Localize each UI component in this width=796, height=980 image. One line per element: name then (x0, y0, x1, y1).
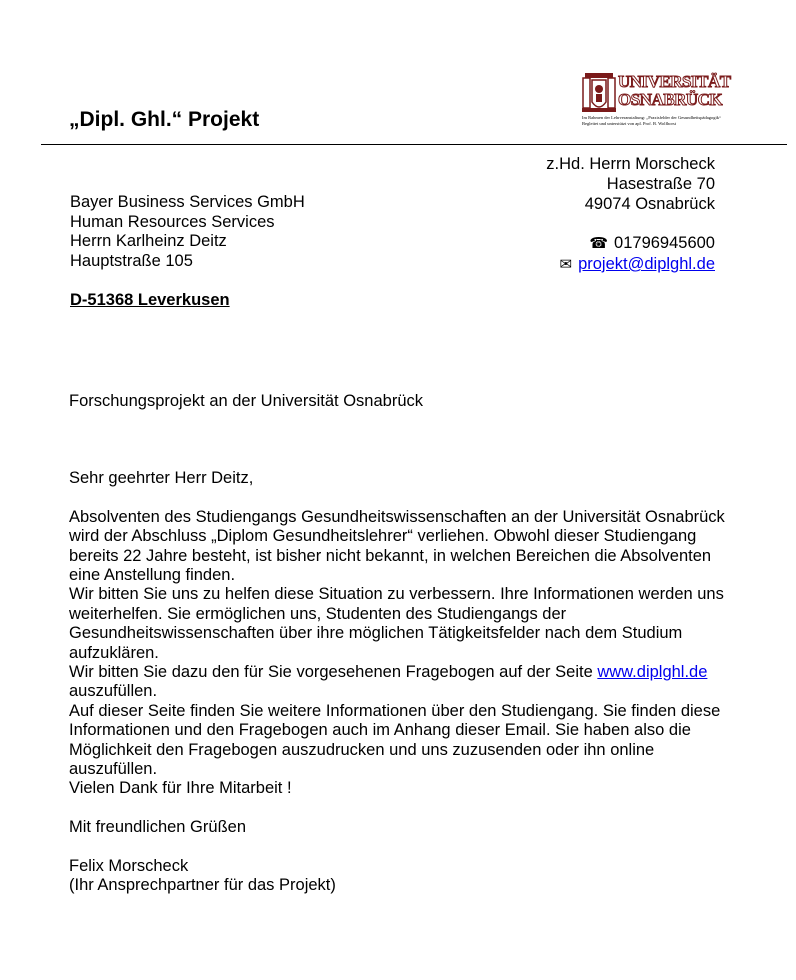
logo-text-line2: OSNABRÜCK (618, 90, 723, 109)
project-title: „Dipl. Ghl.“ Projekt (69, 108, 260, 131)
recipient-street: Hauptstraße 105 (70, 251, 193, 270)
logo-text-line1: UNIVERSITÄT (618, 72, 731, 91)
sender-email-line (455, 254, 715, 275)
paragraph-3-after: auszufüllen. (69, 682, 158, 701)
letter-body (69, 469, 729, 896)
university-logo (582, 70, 782, 130)
recipient-address (70, 193, 305, 271)
paragraph-3 (69, 663, 729, 702)
logo-subline1: Im Rahmen der Lehrveranstaltung: „Praxisfelder der Gesundheitspädagogik“ (582, 115, 721, 120)
sender-email-link[interactable]: projekt@diplghl.de (578, 255, 715, 273)
paragraph-3-before: Wir bitten Sie dazu den für Sie vorgesehenen Fragebogen auf der Seite (69, 663, 598, 682)
sender-street: Hasestraße 70 (606, 175, 715, 193)
recipient-department: Human Resources Services (70, 212, 275, 231)
header-divider (41, 144, 787, 145)
phone-icon: ☎ (589, 235, 609, 252)
recipient-city: D-51368 Leverkusen (70, 291, 230, 309)
sender-phone: 01796945600 (614, 234, 715, 252)
letter-subject: Forschungsprojekt an der Universität Osnabrück (69, 392, 423, 410)
paragraph-1: Absolventen des Studiengangs Gesundheitswissenschaften an der Universität Osnabrück wird der Abschluss „Diplom Gesundheitslehrer“ verliehen. Obwohl dieser Studiengang bereits 22 Jahre besteht, ist bisher nicht bekannt, in welchen Bereichen die Absolventen eine Anstellung finden. (69, 507, 725, 585)
website-link[interactable]: www.diplghl.de (597, 663, 708, 682)
salutation: Sehr geehrter Herr Deitz, (69, 469, 254, 487)
closing: Mit freundlichen Grüßen (69, 818, 246, 837)
signature-role: (Ihr Ansprechpartner für das Projekt) (69, 876, 336, 895)
mail-icon: ✉ (559, 256, 573, 273)
sender-attention: z.Hd. Herrn Morscheck (546, 155, 715, 173)
logo-subline2: Begleitet und unterstützt von apl. Prof. B. Wolfhorst (582, 121, 677, 126)
paragraph-2: Wir bitten Sie uns zu helfen diese Situation zu verbessern. Ihre Informationen werden uns weiterhelfen. Sie ermöglichen uns, Studenten des Studiengangs der Gesundheitswissenschaften über ihre möglichen Tätigkeitsfelder nach dem Studium aufzuklären. (69, 585, 724, 662)
sender-phone-line (455, 233, 715, 254)
paragraph-4: Auf dieser Seite finden Sie weitere Informationen über den Studiengang. Sie finden diese Informationen und den Fragebogen auch im Anhang dieser Email. Sie haben also die Möglichkeit den Fragebogen auszudrucken und uns zuzusenden oder ihn online auszufüllen. (69, 701, 721, 779)
recipient-name: Herrn Karlheinz Deitz (70, 232, 227, 250)
sender-city: 49074 Osnabrück (584, 195, 715, 213)
thanks-line: Vielen Dank für Ihre Mitarbeit ! (69, 779, 292, 798)
recipient-company: Bayer Business Services GmbH (70, 193, 305, 211)
university-seal-icon (582, 72, 616, 114)
signature-name: Felix Morscheck (69, 857, 189, 876)
sender-address (455, 154, 715, 275)
